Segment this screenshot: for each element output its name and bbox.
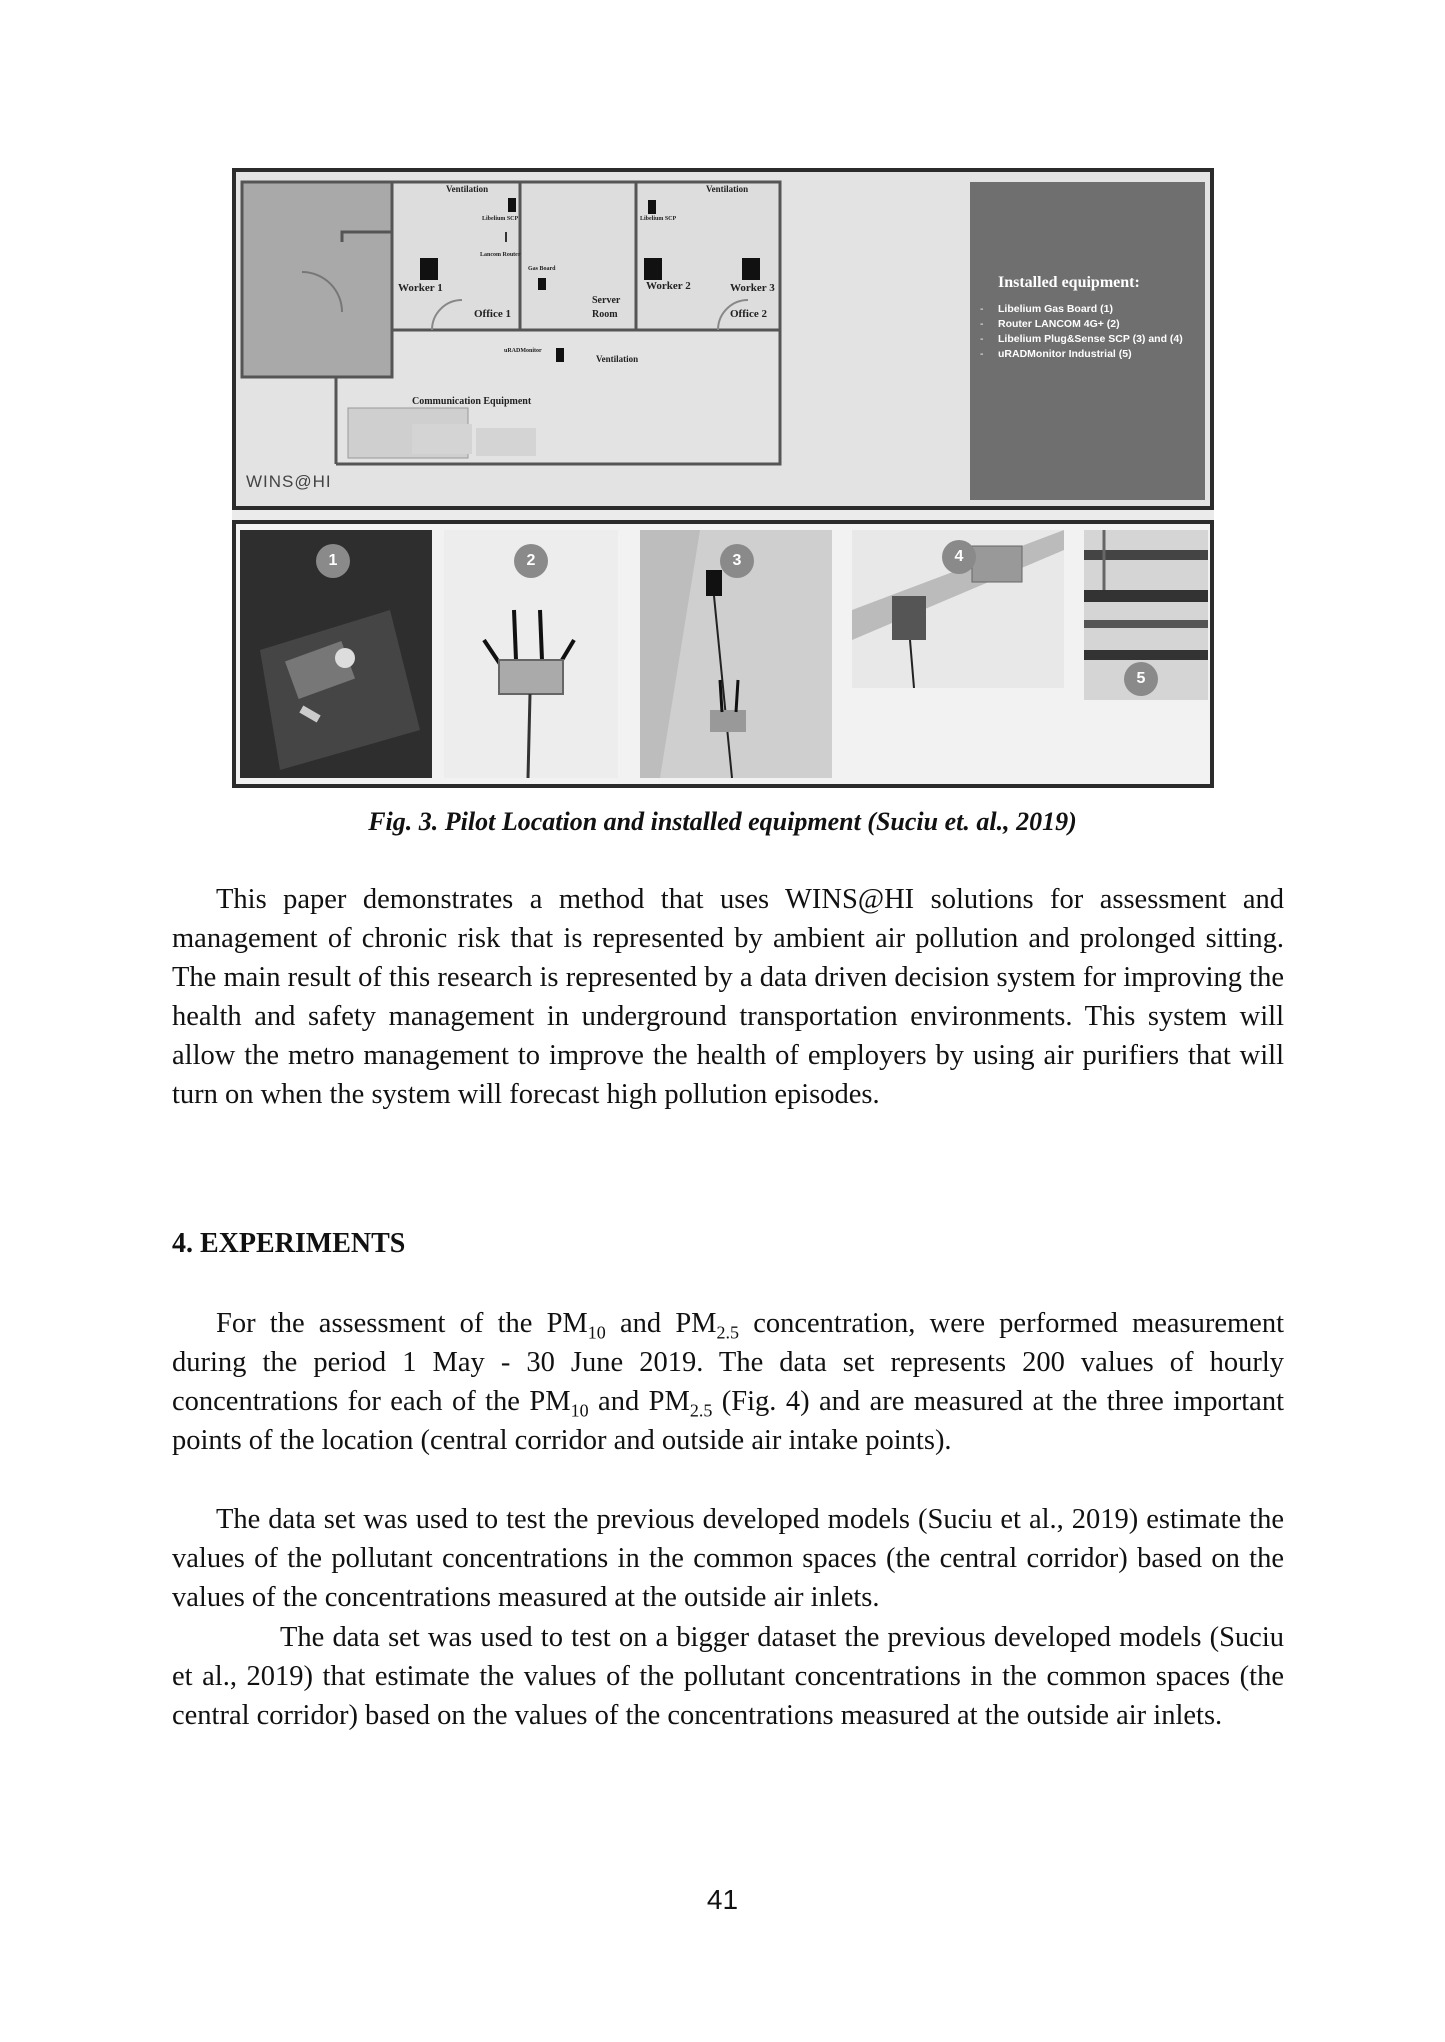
page-number: 41 [706,1884,739,1915]
paragraph-2 [172,1304,1284,1460]
wins-hi-logo: WINS@HI [246,472,332,491]
label-office-1: Office 1 [474,308,511,320]
paragraph-2-text: and PM [605,1308,717,1339]
legend-item: - Router LANCOM 4G+ (2) [980,317,1183,332]
label-worker-2: Worker 2 [646,280,691,292]
photo-badge-1: 1 [316,544,350,578]
label-gas-board: Gas Board [528,266,556,272]
label-ventilation-3: Ventilation [596,354,639,364]
photo-gas-board [240,530,432,778]
legend-item: - uRADMonitor Industrial (5) [980,347,1183,362]
photo-plug-sense-scp-3 [640,530,832,778]
photo-router [444,530,618,778]
label-lancom-router: Lancom Router [480,252,521,258]
paragraph-2-text: For the assessment of the PM [216,1308,588,1339]
paragraph-3: The data set was used to test the previous developed models (Suciu et al., 2019) estimate the values of the pollutant concentrations in the common spaces (the central corridor) based on the values of the concentrations measured at the outside air inlets. [172,1504,1284,1613]
photo-badge-2: 2 [514,544,548,578]
label-office-2: Office 2 [730,308,767,320]
paragraph-1: This paper demonstrates a method that uses WINS@HI solutions for assessment and management of chronic risk that is represented by ambient air pollution and prolonged sitting. The main result of this research is represented by a data driven decision system for improving the health and safety management in underground transportation environments. This system will allow the metro management to improve the health of employers by using air purifiers that will turn on when the system will forecast high pollution episodes. [172,884,1284,1110]
paragraph-2-text: concentration, were performed measurement during the period 1 May - 30 June 2019. The data set represents 200 values of hourly concentrations for each of the PM [172,1308,1285,1417]
label-worker-1: Worker 1 [398,282,443,294]
label-ventilation-1: Ventilation [446,184,489,194]
photo-badge-5: 5 [1124,662,1158,696]
installed-equipment-legend [970,182,1205,500]
subscript: 10 [570,1400,589,1421]
subscript: 10 [587,1322,606,1343]
figure-caption: Fig. 3. Pilot Location and installed equipment (Suciu et. al., 2019) [368,807,1077,836]
photo-plug-sense-scp-4 [852,530,1064,688]
label-libelium-scp-1: Libelium SCP [482,216,519,222]
floor-plan [232,168,1214,510]
label-libelium-scp-2: Libelium SCP [640,216,677,222]
paragraph-4: The data set was used to test on a bigger dataset the previous developed models (Suciu et al., 2019) that estimate the values of the pollutant concentrations in the common spaces (the central corridor) based on the values of the concentrations measured at the outside air inlets. [172,1622,1284,1731]
paragraph-2-text: (Fig. 4) and are measured at the three important points of the location (central corridor and outside air intake points). [172,1386,1284,1456]
label-uradmonitor: uRADMonitor [504,348,542,354]
figure-3 [232,168,1214,788]
label-communication-equipment: Communication Equipment [412,396,532,407]
label-worker-3: Worker 3 [730,282,775,294]
legend-item: - Libelium Gas Board (1) [980,302,1183,317]
photo-badge-4: 4 [942,540,976,574]
subscript: 2.5 [716,1322,740,1343]
label-ventilation-2: Ventilation [706,184,749,194]
paragraph-2-text: and PM [588,1386,690,1417]
photo-badge-3: 3 [720,544,754,578]
equipment-photos [232,520,1214,788]
legend-list [980,302,1183,362]
legend-item: - Libelium Plug&Sense SCP (3) and (4) [980,332,1183,347]
photo-uradmonitor [1084,530,1208,700]
subscript: 2.5 [689,1400,713,1421]
legend-title: Installed equipment: [998,274,1140,291]
label-server-room: Server Room [592,295,621,320]
section-heading: 4. EXPERIMENTS [172,1228,406,1259]
